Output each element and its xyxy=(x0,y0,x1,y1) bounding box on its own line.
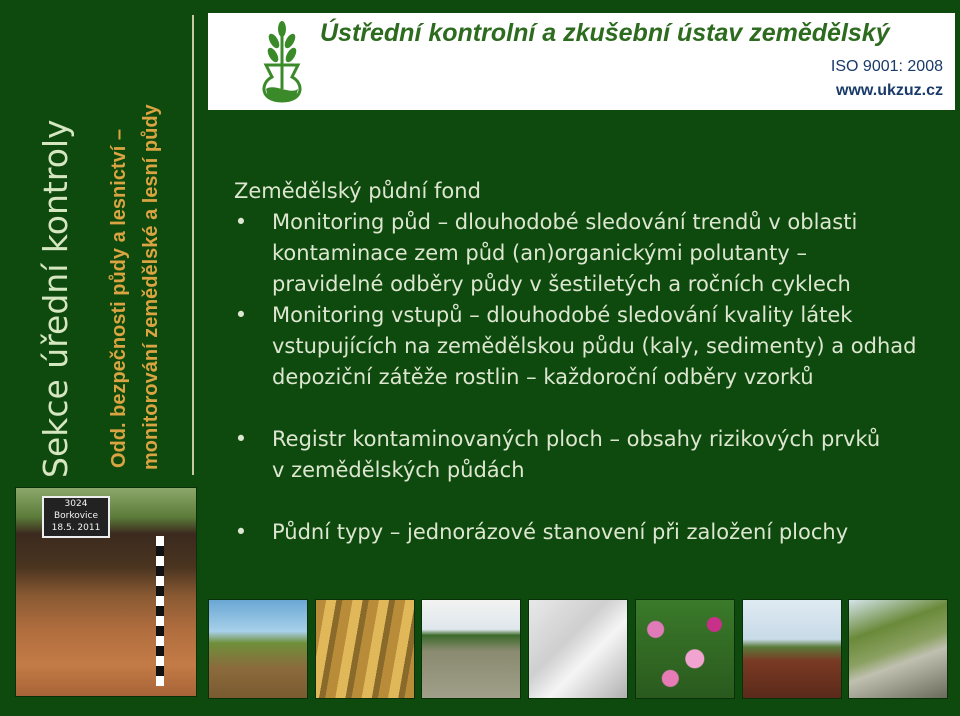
bullet-line: v zemědělských půdách xyxy=(272,458,525,482)
wheat-flask-logo-icon xyxy=(252,19,312,105)
photo-sludge-pile xyxy=(208,599,308,699)
main-content xyxy=(234,176,934,548)
sign-line: Borkovice xyxy=(53,511,99,521)
bullet-item xyxy=(234,207,934,300)
bullet-item xyxy=(234,424,934,486)
bullet-line: kontaminace zem půd (an)organickými polutanty – xyxy=(272,241,807,265)
department-line-2: monitorování zemědělské a lesní půdy xyxy=(140,104,162,470)
sidebar xyxy=(0,0,200,480)
bullet-line: pravidelné odběry půdy v šestiletých a ročních cyklech xyxy=(272,272,851,296)
bullet-icon: • xyxy=(234,210,248,234)
soil-profile-photo xyxy=(15,487,197,697)
photo-flowers xyxy=(635,599,735,699)
bullet-line: Monitoring půd – dlouhodobé sledování trendů v oblasti xyxy=(272,210,858,234)
bullet-icon: • xyxy=(234,427,248,451)
header-banner xyxy=(208,13,955,110)
sidebar-divider xyxy=(192,15,194,475)
photo-laboratory xyxy=(528,599,628,699)
bullet-item xyxy=(234,300,934,393)
measuring-ruler xyxy=(156,536,164,686)
photo-field xyxy=(421,599,521,699)
organization-name: Ústřední kontrolní a zkušební ústav zemědělský xyxy=(320,19,890,47)
spacer xyxy=(234,393,934,424)
iso-certification: ISO 9001: 2008 xyxy=(830,58,943,75)
photo-river-valley xyxy=(848,599,948,699)
content-heading: Zemědělský půdní fond xyxy=(234,179,481,203)
bullet-line: Půdní typy – jednorázové stanovení při založení plochy xyxy=(272,520,849,544)
bullet-line: Monitoring vstupů – dlouhodobé sledování kvality látek xyxy=(272,303,853,327)
section-title: Sekce úřední kontroly xyxy=(36,119,75,478)
sign-line: 18.5. 2011 xyxy=(51,523,101,533)
photo-corn-cobs xyxy=(315,599,415,699)
photo-plowed-field xyxy=(742,599,842,699)
bullet-item xyxy=(234,517,934,548)
website-link[interactable]: www.ukzuz.cz xyxy=(836,82,943,99)
sign-line: 3024 xyxy=(64,499,88,509)
spacer xyxy=(234,486,934,517)
bullet-icon: • xyxy=(234,520,248,544)
department-line-1: Odd. bezpečnosti půdy a lesnictví – xyxy=(108,129,130,468)
bullet-icon: • xyxy=(234,303,248,327)
bullet-line: depoziční zátěže rostlin – každoroční odběry vzorků xyxy=(272,365,814,389)
soil-sample-sign xyxy=(42,496,110,538)
bullet-line: vstupujících na zemědělskou půdu (kaly, sedimenty) a odhad xyxy=(272,334,917,358)
bullet-line: Registr kontaminovaných ploch – obsahy rizikových prvků xyxy=(272,427,881,451)
